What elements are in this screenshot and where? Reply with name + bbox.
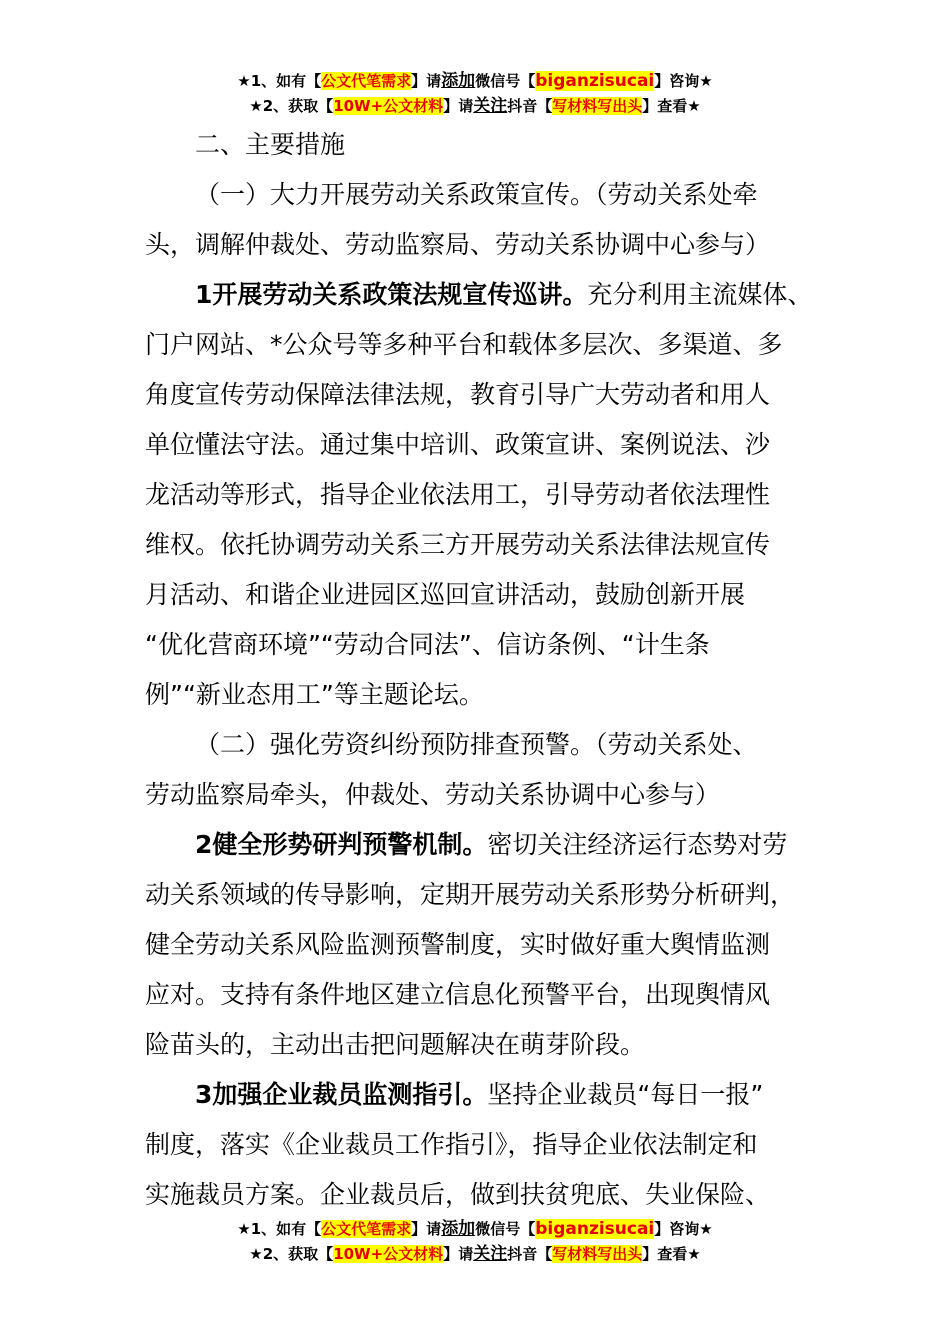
sec1-line-2: 头，调解仲裁处、劳动监察局、劳动关系协调中心参与） xyxy=(145,230,771,259)
item2-line-4: 应对。支持有条件地区建立信息化预警平台，出现舆情风 xyxy=(145,980,771,1009)
ad-highlight-wechat: biganzisucai xyxy=(535,1219,655,1239)
item2-line-3: 健全劳动关系风险监测预警制度，实时做好重大舆情监测 xyxy=(145,930,771,959)
ad-highlight: 10W+公文材料 xyxy=(333,1245,444,1263)
header-ad-line-1 xyxy=(0,70,950,92)
item2-line-1 xyxy=(195,820,787,870)
item1-line-3: 角度宣传劳动保障法律法规，教育引导广大劳动者和用人 xyxy=(145,380,771,409)
ad-highlight-douyin: 写材料写出头 xyxy=(552,97,643,115)
ad-text: 】请 xyxy=(411,72,442,90)
item1-line-8: “优化营商环境”“劳动合同法”、信访条例、“计生条 xyxy=(145,630,710,659)
ad-highlight: 公文代笔需求 xyxy=(321,72,412,90)
footer-ad-line-1 xyxy=(0,1218,950,1240)
item2-text: 密切关注经济运行态势对劳 xyxy=(487,830,788,859)
ad-text: 】查看★ xyxy=(642,97,701,115)
item1-line-1 xyxy=(195,270,812,320)
item1-line-2: 门户网站、*公众号等多种平台和载体多层次、多渠道、多 xyxy=(145,330,783,359)
ad-text: ★1、如有【 xyxy=(237,72,322,90)
ad-underline: 添加 xyxy=(441,1219,476,1239)
ad-highlight: 10W+公文材料 xyxy=(333,97,444,115)
header-ad-line-2 xyxy=(0,95,950,117)
ad-underline: 关注 xyxy=(473,96,508,116)
item2-line-2: 动关系领域的传导影响，定期开展劳动关系形势分析研判， xyxy=(145,880,796,909)
ad-text: 】请 xyxy=(443,1245,474,1263)
item2-line-5: 险苗头的，主动出击把问题解决在萌芽阶段。 xyxy=(145,1030,646,1059)
ad-text: 微信号【 xyxy=(475,72,536,90)
ad-underline: 添加 xyxy=(441,71,476,91)
ad-text: 抖音【 xyxy=(507,97,553,115)
sec2-line-2: 劳动监察局牵头，仲裁处、劳动关系协调中心参与） xyxy=(145,780,721,809)
item1-line-4: 单位懂法守法。通过集中培训、政策宣讲、案例说法、沙 xyxy=(145,430,771,459)
ad-highlight: 公文代笔需求 xyxy=(321,1220,412,1238)
ad-highlight-wechat: biganzisucai xyxy=(535,71,655,91)
sec1-line-1: （一）大力开展劳动关系政策宣传。（劳动关系处牵 xyxy=(195,180,758,209)
ad-highlight-douyin: 写材料写出头 xyxy=(552,1245,643,1263)
ad-text: 】咨询★ xyxy=(654,72,713,90)
sec2-line-1: （二）强化劳资纠纷预防排查预警。（劳动关系处、 xyxy=(195,730,758,759)
item2-title: 2健全形势研判预警机制。 xyxy=(195,830,488,859)
item1-line-9: 例”“新业态用工”等主题论坛。 xyxy=(145,680,484,709)
item3-text: 坚持企业裁员“每日一报” xyxy=(487,1080,764,1109)
item1-line-5: 龙活动等形式，指导企业依法用工，引导劳动者依法理性 xyxy=(145,480,771,509)
item3-title: 3加强企业裁员监测指引。 xyxy=(195,1080,488,1109)
ad-text: 抖音【 xyxy=(507,1245,553,1263)
item3-line-3: 实施裁员方案。企业裁员后，做到扶贫兜底、失业保险、 xyxy=(145,1180,771,1209)
item1-title: 1开展劳动关系政策法规宣传巡讲。 xyxy=(195,280,588,309)
section-heading: 二、主要措施 xyxy=(195,130,346,159)
ad-text: 】请 xyxy=(443,97,474,115)
ad-text: ★2、获取【 xyxy=(249,1245,334,1263)
item3-line-2: 制度，落实《企业裁员工作指引》，指导企业依法制定和 xyxy=(145,1130,758,1159)
item1-text: 充分利用主流媒体、 xyxy=(587,280,813,309)
item1-line-7: 月活动、和谐企业进园区巡回宣讲活动，鼓励创新开展 xyxy=(145,580,746,609)
footer-ad-line-2 xyxy=(0,1243,950,1265)
ad-text: 微信号【 xyxy=(475,1220,536,1238)
ad-text: 】请 xyxy=(411,1220,442,1238)
ad-text: ★2、获取【 xyxy=(249,97,334,115)
item1-line-6: 维权。依托协调劳动关系三方开展劳动关系法律法规宣传 xyxy=(145,530,771,559)
ad-underline: 关注 xyxy=(473,1244,508,1264)
ad-text: 】查看★ xyxy=(642,1245,701,1263)
ad-text: 】咨询★ xyxy=(654,1220,713,1238)
item3-line-1 xyxy=(195,1070,763,1120)
ad-text: ★1、如有【 xyxy=(237,1220,322,1238)
